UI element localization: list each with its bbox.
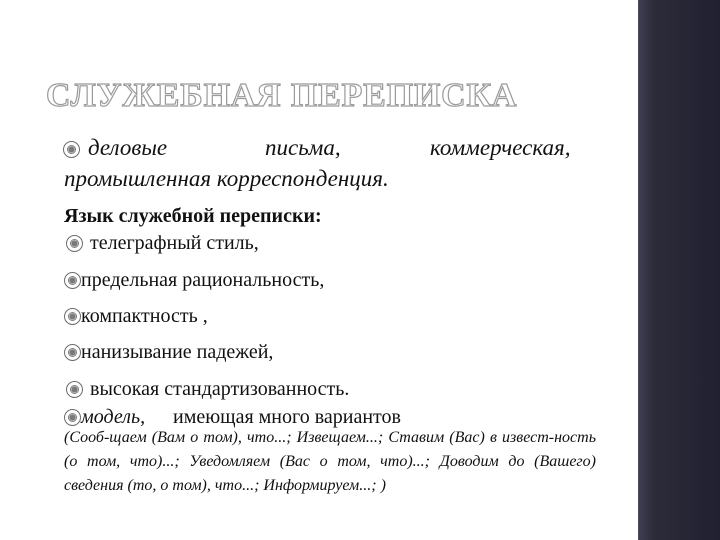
bullet-icon bbox=[64, 308, 81, 325]
list-item: нанизывание падежей, bbox=[81, 341, 274, 363]
list-item: высокая стандартизованность. bbox=[90, 378, 350, 400]
example-text: (Сооб-щаем (Вам о том), что...; Извещаем...; Ставим (Вас) в извест-ность (о том, что)...; Уведомляем (Вас о том, что)...; Доводим до (Вашего) сведения (то, о том), что...; Информируем...; ) bbox=[64, 429, 596, 494]
slide-title: СЛУЖЕБНАЯ ПЕРЕПИСКА bbox=[46, 77, 518, 114]
list-item: компактность , bbox=[81, 305, 208, 327]
list-item: предельная рациональность, bbox=[81, 269, 325, 291]
bullet-icon bbox=[64, 344, 81, 361]
list-item: телеграфный стиль, bbox=[90, 232, 259, 254]
intro-word-2: письма, bbox=[265, 135, 341, 160]
bullet-icon bbox=[66, 235, 83, 252]
intro-word-3: коммерческая, bbox=[430, 135, 571, 160]
decorative-side-band bbox=[638, 0, 720, 540]
intro-word-1: деловые bbox=[88, 135, 168, 160]
section-heading: Язык служебной переписки: bbox=[64, 205, 322, 227]
bullet-icon bbox=[64, 409, 81, 426]
bullet-icon bbox=[66, 381, 83, 398]
bullet-icon bbox=[63, 141, 80, 158]
intro-line-2: промышленная корреспонденция. bbox=[64, 166, 389, 191]
bullet-icon bbox=[64, 272, 81, 289]
list-item-model-label: модель, bbox=[81, 406, 146, 428]
list-item-model-text: имеющая много вариантов bbox=[173, 406, 401, 428]
